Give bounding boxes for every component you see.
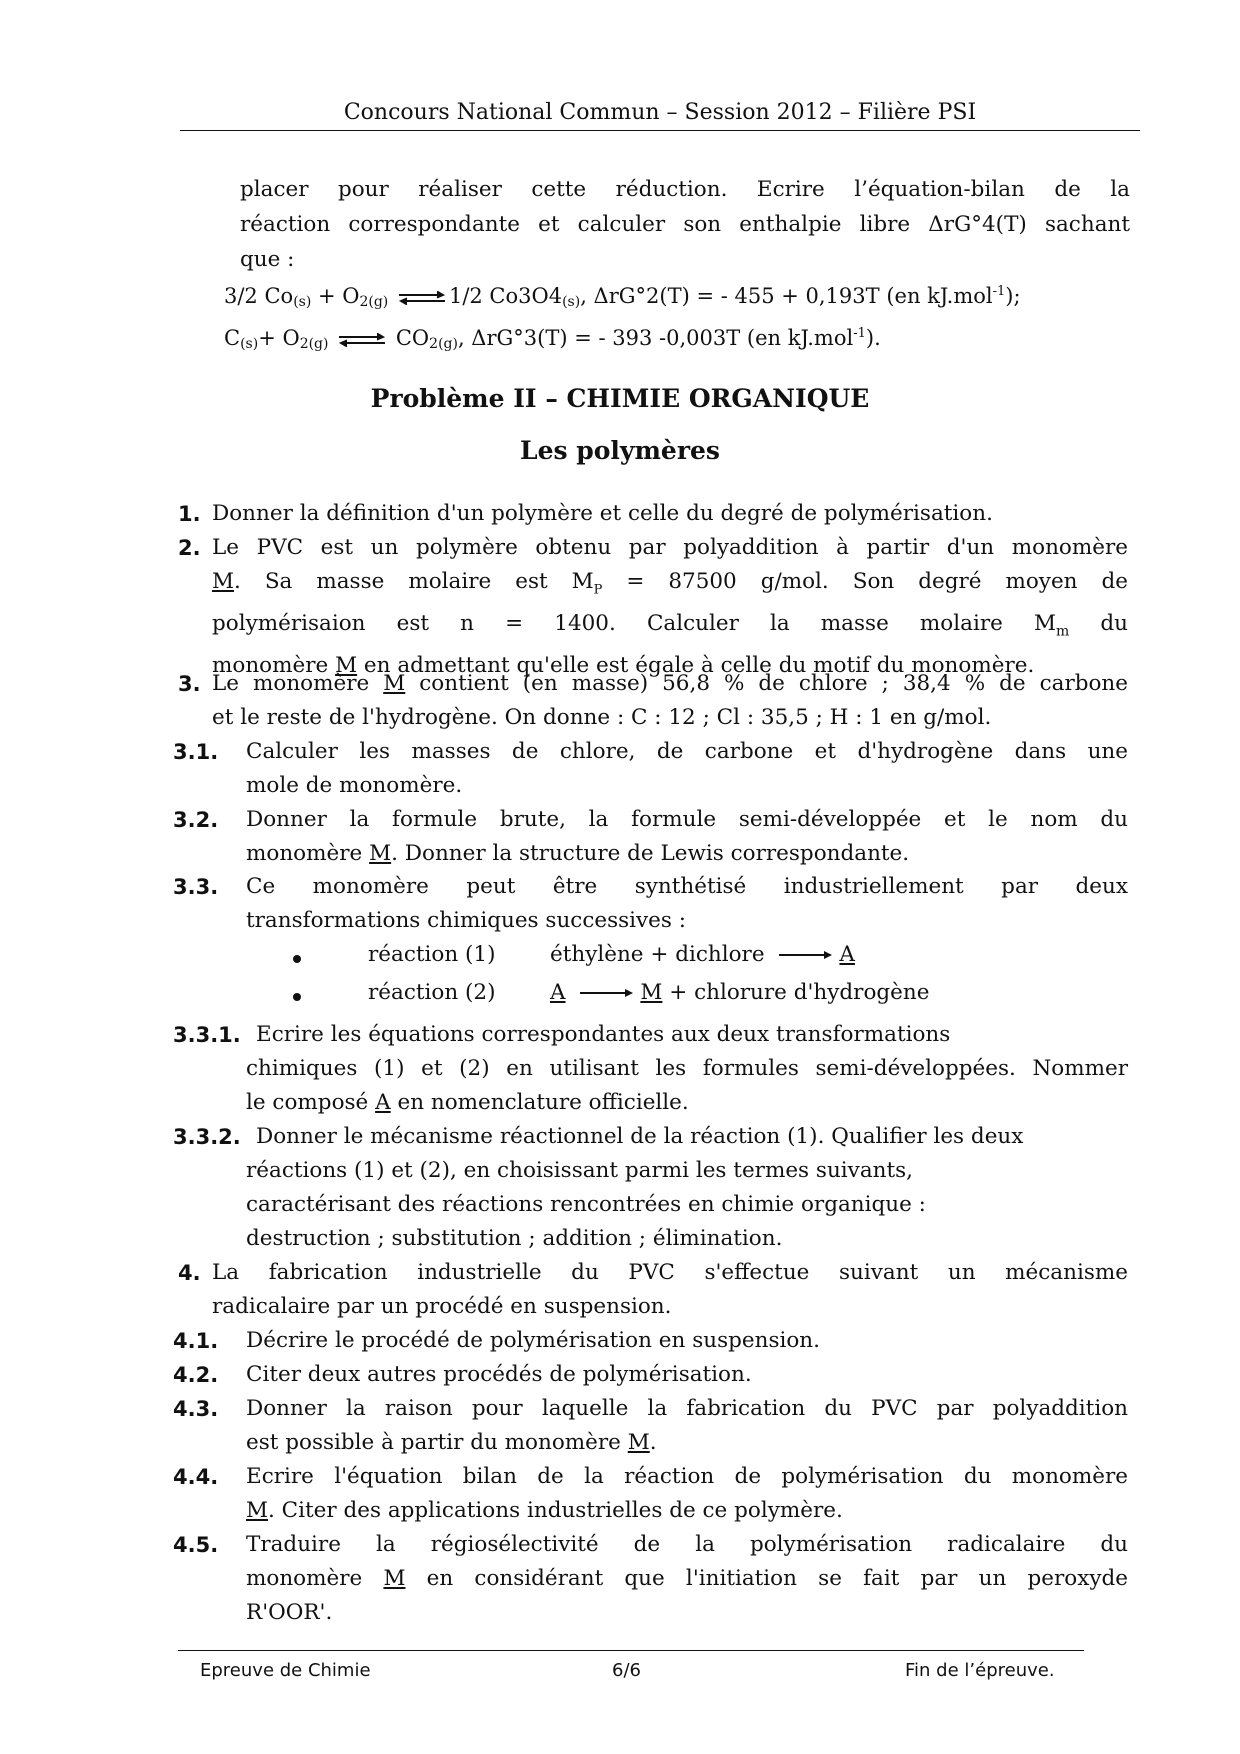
- question-text: Donner le mécanisme réactionnel de la réaction (1). Qualifier les deux réactions (1) et (2), en choisissant parmi les termes suivants, caractérisant des réactions rencontrées en chimie organique : destruction ; substitution ; addition ; élimination.: [246, 1124, 1024, 1251]
- question-number: 1.: [178, 502, 201, 526]
- question-number: 3.3.: [173, 875, 219, 899]
- question-text: Citer deux autres procédés de polymérisation.: [246, 1362, 752, 1387]
- bullet-icon: [293, 993, 301, 1001]
- section-title: Les polymères: [520, 436, 720, 465]
- question-number: 3.3.2.: [173, 1125, 241, 1149]
- footer-left: Epreuve de Chimie: [200, 1660, 371, 1681]
- question-number: 3.1.: [173, 740, 219, 764]
- question-number: 3.2.: [173, 808, 219, 832]
- question-number: 3.3.1.: [173, 1023, 241, 1047]
- question-text: Décrire le procédé de polymérisation en suspension.: [246, 1328, 820, 1353]
- question-number: 2.: [178, 536, 201, 560]
- question-text: Donner la définition d'un polymère et celle du degré de polymérisation.: [212, 501, 993, 526]
- question-text: La fabrication industrielle du PVC s'effectue suivant un mécanisme radicalaire par un procédé en suspension.: [212, 1260, 1128, 1319]
- question-text: Donner la formule brute, la formule semi-développée et le nom du monomère M. Donner la structure de Lewis correspondante.: [246, 807, 1128, 866]
- question-text: Donner la raison pour laquelle la fabrication du PVC par polyaddition est possible à partir du monomère M.: [246, 1396, 1128, 1455]
- question-text: Traduire la régiosélectivité de la polymérisation radicalaire du monomère M en considérant que l'initiation se fait par un peroxyde R'OOR'.: [246, 1532, 1128, 1625]
- question-text: Calculer les masses de chlore, de carbone et d'hydrogène dans une mole de monomère.: [246, 739, 1128, 798]
- question-number: 4.5.: [173, 1533, 219, 1557]
- question-number: 3.: [178, 672, 201, 696]
- bullet-icon: [293, 955, 301, 963]
- equation-carbon: $C_{(s)}+ O_{2(g)}$ $CO_{2(g)}$, ΔrG°3(T) = - 393 -0,003T (en kJ.mol$^{-1}$).: [224, 326, 881, 352]
- equilibrium-arrow-icon: [337, 333, 387, 347]
- footer-right: Fin de l’épreuve.: [905, 1660, 1055, 1681]
- reaction-arrow-icon: [777, 950, 833, 960]
- text-line: placer pour réaliser cette réduction. Ecrire l’équation-bilan de la: [240, 177, 1130, 202]
- footer-page-number: 6/6: [612, 1660, 641, 1681]
- page-header: Concours National Commun – Session 2012 – Filière PSI: [180, 96, 1140, 131]
- question-number: 4.2.: [173, 1363, 219, 1387]
- equation-cobalt: 3/2 $Co_{(s)} + O_{2(g)}$ 1/2 $Co3O4_{(s)}$, ΔrG°2(T) = - 455 + 0,193T (en kJ.mol$^{-1}$);: [224, 284, 1021, 310]
- question-text: Ecrire les équations correspondantes aux deux transformations chimiques (1) et (2) en utilisant les formules semi-développées. Nommer le composé A en nomenclature officielle.: [246, 1022, 1128, 1115]
- reaction-arrow-icon: [578, 988, 634, 998]
- question-number: 4.4.: [173, 1465, 219, 1489]
- equilibrium-arrow-icon: [397, 291, 447, 305]
- question-text: Ce monomère peut être synthétisé industriellement par deux transformations chimiques successives :: [246, 874, 1128, 933]
- question-number: 4.: [178, 1261, 201, 1285]
- question-text: Le PVC est un polymère obtenu par polyaddition à partir d'un monomère M. Sa masse molaire est $M_P = 87500$ g/mol. Son degré moyen de polymérisaion est n = 1400. Calculer la masse molaire $M_m$ du monomère M en admettant qu'elle est égale à celle du motif du monomère.: [212, 535, 1128, 678]
- problem-title: Problème II – CHIMIE ORGANIQUE: [370, 384, 870, 413]
- text-line: que :: [240, 247, 295, 272]
- question-number: 4.3.: [173, 1397, 219, 1421]
- question-number: 4.1.: [173, 1329, 219, 1353]
- question-text: Ecrire l'équation bilan de la réaction de polymérisation du monomère M. Citer des applications industrielles de ce polymère.: [246, 1464, 1128, 1523]
- continuation-paragraph: [240, 172, 1130, 277]
- question-text: Le monomère M contient (en masse) 56,8 % de chlore ; 38,4 % de carbone et le reste de l'hydrogène. On donne : C : 12 ; Cl : 35,5 ; H : 1 en g/mol.: [212, 671, 1129, 730]
- footer-divider: [178, 1650, 1084, 1651]
- text-line: réaction correspondante et calculer son enthalpie libre ΔrG°4(T) sachant: [240, 212, 1130, 237]
